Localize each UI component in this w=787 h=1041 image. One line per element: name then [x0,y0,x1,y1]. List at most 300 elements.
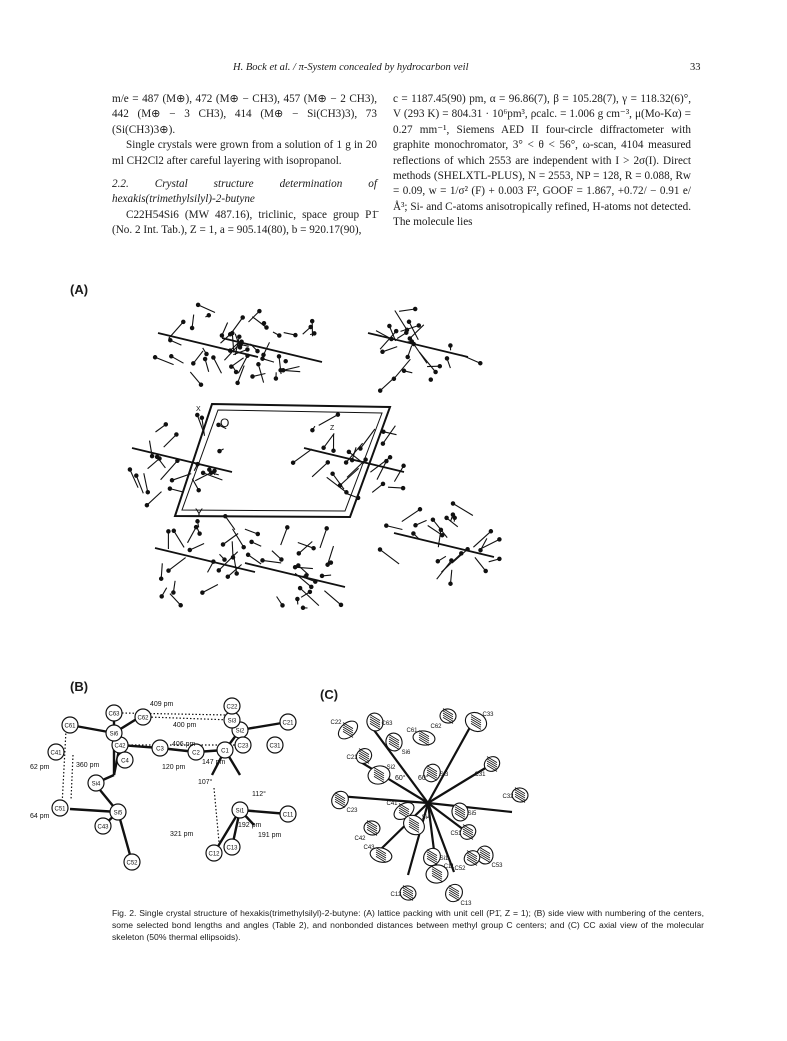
molecule-atom [179,604,182,607]
ellipsoid-c22 [330,718,360,743]
molecule-atom [311,429,314,432]
molecule-atom [192,362,195,365]
molecule-atom [325,527,328,530]
ellipsoid-c13 [442,881,472,907]
molecule-bond [190,544,204,551]
molecule-atom [199,383,202,386]
molecule-atom [170,479,173,482]
molecule-atom [451,502,454,505]
atom-c51 [52,800,68,816]
molecule-atom [246,553,249,556]
molecule-bond [169,322,184,339]
molecule-atom [261,559,264,562]
ellipsoid-label: C21 [346,755,358,761]
molecule-atom [407,320,410,323]
atom-c62 [135,709,151,725]
molecule-atom [450,559,453,562]
atom-c43 [95,818,111,834]
molecule-atom [236,381,239,384]
molecule-atom [388,324,391,327]
molecule-atom [201,471,204,474]
molecule-bond [319,415,338,426]
molecule-atom [336,413,339,416]
molecule-bond [130,470,138,488]
ellipsoid-c21 [346,746,374,767]
molecule-atom [190,326,193,329]
ellipsoid-c61 [406,728,435,746]
molecule-atom [221,543,224,546]
molecule-atom [246,348,249,351]
atom-label: C1 [221,748,229,755]
molecule-atom [167,530,170,533]
molecule-atom [434,370,437,373]
molecule-bond [386,526,402,530]
molecule-atom [466,548,469,551]
molecule-atom [200,416,203,419]
panel-c-label: (C) [320,687,339,702]
atom-label: C2 [192,750,200,757]
molecule-bond [188,527,197,543]
panel-a-label: (A) [70,282,89,297]
molecule-bond [324,433,335,447]
ellipsoid-label: C41 [386,801,398,807]
molecule-atom [145,504,148,507]
molecule-atom [212,560,215,563]
atom-c23 [235,737,251,753]
angle-60-right: 60° [418,775,429,782]
molecule-atom [484,569,487,572]
caption-text: Fig. 2. Single crystal structure of hexakis(trimethylsilyl)-2-butyne: (A) lattice packing with unit cell (P1̄, Z = 1); (B) side view with numbering of the centers, some selected bond lengths and angles (Table 2), and nonbonded distances between methyl group C centers; and (C) CC axial view of the molecular skeleton (50% thermal ellipsoids). [112,908,704,943]
angle-107: 107° [198,779,213,786]
atom-label: C4 [121,758,129,765]
molecule-atom [196,462,199,465]
molecule-atom [198,532,201,535]
molecule-atom [301,606,304,609]
ellipsoid-c23 [328,788,358,814]
molecule-atom [241,316,244,319]
molecule-atom [429,378,432,381]
ellipsoid-label: Si6 [401,750,411,756]
atom-c11 [280,806,296,822]
molecule-atom [168,487,171,490]
molecule-atom [298,586,301,589]
ellipsoid-c62 [430,708,456,730]
molecule-bond [402,509,420,521]
molecule-atom [453,516,456,519]
molecule-atom [256,532,259,535]
molecule-atom [382,430,385,433]
molecule-atom [172,529,175,532]
ellipsoid-label: C32 [502,794,514,800]
molecule-atom [235,572,238,575]
atom-label: C61 [64,723,76,730]
molecule-atom [277,355,280,358]
molecule-atom [146,491,149,494]
molecule-atom [418,508,421,511]
dist-120: 120 pm [162,764,186,771]
molecule-atom [128,468,131,471]
molecule-atom [412,532,415,535]
atom-label: C11 [282,812,294,819]
ellipsoid-c42 [354,819,381,842]
molecule-atom [498,557,501,560]
molecule-bond [437,561,452,580]
molecule-bond [401,326,419,332]
ellipsoid-label: C33 [482,712,494,718]
molecule-bond [395,311,407,330]
molecule-atom [158,457,161,460]
molecule-atom [310,585,313,588]
atom-label: C63 [108,711,120,718]
molecule-atom [385,524,388,527]
molecule-atom [322,446,325,449]
molecule-atom [231,331,234,334]
molecule-bond [198,305,215,313]
molecule-bond [161,563,162,578]
molecule-bond [232,541,233,557]
molecule-atom [395,329,398,332]
molecule-atom [489,530,492,533]
molecule-bond [312,462,328,476]
molecule-atom [218,449,221,452]
molecule-atom [229,349,232,352]
molecule-bond [380,378,394,391]
ellipsoid-label: Si5 [467,811,477,817]
molecule-atom [280,558,283,561]
dist-147: 147 pm [202,759,226,766]
molecule-atom [388,456,391,459]
molecule-atom [256,349,259,352]
molecule-bond [144,473,148,492]
ellipsoid-label: C31 [474,772,486,778]
ellipsoid-label: C42 [354,836,366,842]
ellipsoid-label: C51 [450,831,462,837]
molecule-bond [453,504,473,516]
molecule-atom [194,525,197,528]
molecule-atom [402,464,405,467]
atom-c4 [117,752,133,768]
molecule-atom [242,546,245,549]
molecule-atom [262,353,265,356]
molecule-atom [414,307,417,310]
atom-label: Si5 [113,810,123,817]
panel-b-label: (B) [70,679,89,694]
molecule-atom [347,450,350,453]
molecule-atom [286,526,289,529]
molecule-atom [479,549,482,552]
molecule-atom [405,331,408,334]
ellipsoid-c12 [390,884,417,902]
molecule-atom [261,357,264,360]
molecule-atom [164,423,167,426]
molecule-bond [333,474,344,490]
molecule-atom [479,362,482,365]
molecule-axis [132,448,232,472]
molecule-bond [419,352,435,372]
molecule-bond [169,558,186,571]
molecule-atom [160,595,163,598]
molecule-atom [438,365,441,368]
molecule-bond [383,426,396,444]
molecule-atom [291,461,294,464]
molecule-atom [213,469,216,472]
molecule-bond [190,372,201,385]
molecule-bond [281,527,288,545]
ellipsoid-c43 [363,845,393,864]
molecule-bond [150,441,153,457]
molecule-atom [339,603,342,606]
mass-spec-line: m/e = 487 (M⊕), 472 (M⊕ − CH3), 457 (M⊕ − 2 CH3), 442 (M⊕ − 3 CH3), 414 (M⊕ − Si(CH3)3), 73 (Si(CH3)3⊕). [112,93,377,136]
molecule-atom [207,314,210,317]
atom-c3 [152,740,168,756]
molecule-atom [251,375,254,378]
molecule-atom [498,538,501,541]
ellipsoid-label: Si4 [421,815,431,821]
ellipsoid-label: C43 [363,845,375,851]
molecule-bond [161,461,178,480]
molecule-atom [313,332,316,335]
atom-c52 [124,854,140,870]
figure-caption [112,907,704,944]
molecule-atom [223,558,226,561]
molecule-atom [378,548,381,551]
molecule-atom [356,496,359,499]
molecule-atom [294,333,297,336]
molecule-bond [475,557,486,571]
atom-label: Si1 [235,808,245,815]
molecule-atom [402,369,405,372]
atom-label: Si4 [91,781,101,788]
molecule-atom [197,489,200,492]
ellipsoid-label: C22 [330,720,342,726]
dist-62: 62 pm [30,764,50,771]
molecule-atom [201,591,204,594]
dist-360: 360 pm [76,762,100,769]
molecule-atom [345,491,348,494]
dist-400: 400 pm [173,722,197,729]
ellipsoid-label: C61 [406,728,418,734]
molecule-atom [312,547,315,550]
molecule-atom [364,458,367,461]
ellipsoid-label: C12 [390,892,402,898]
molecule-bond [380,550,399,564]
molecule-bond [283,367,299,371]
molecule-bond [223,534,238,545]
molecule-bond [233,529,244,547]
molecule-atom [410,340,413,343]
molecule-atom [320,574,323,577]
axis-labels [195,406,335,520]
molecule-atom [196,413,199,416]
molecule-atom [230,365,233,368]
section-heading: 2.2. Crystal structure determination of hexakis(trimethylsilyl)-2-butyne [112,178,377,206]
dist-409: 409 pm [150,701,174,708]
molecule-atom [258,309,261,312]
molecule-atom [234,370,237,373]
molecule-bond [248,555,261,564]
molecule-atom [224,515,227,518]
atom-label: C21 [282,720,294,727]
molecule-bond [202,585,218,593]
atom-label: C51 [54,806,66,813]
atom-label: C42 [114,743,126,750]
molecule-atom [379,389,382,392]
dist-64: 64 pm [30,813,50,820]
molecule-atom [311,319,314,322]
molecule-bond [394,359,411,379]
atom-c31 [267,737,283,753]
molecule-atom [262,322,265,325]
ellipsoid-label: C62 [430,724,442,730]
molecule-atom [265,326,268,329]
molecule-bond [170,594,181,606]
molecule-bond [293,449,312,463]
molecule-atom [278,334,281,337]
molecule-atom [226,575,229,578]
molecule-bond [383,347,398,352]
molecule-atom [350,458,353,461]
ellipsoid-label: C53 [491,863,503,869]
atom-label: Si6 [109,731,119,738]
molecule-bond [388,487,403,488]
molecule-axis [394,533,494,557]
molecule-atom [220,334,223,337]
molecule-atom [203,357,206,360]
molecule-bond [193,351,203,364]
atom-c21 [280,714,296,730]
molecule-atom [445,516,448,519]
molecule-atom [417,324,420,327]
molecule-atom [332,449,335,452]
atom-si4 [88,775,104,791]
molecule-atom [167,569,170,572]
molecule-atom [326,461,329,464]
molecule-atom [331,472,334,475]
molecule-bond [263,560,282,563]
dist-192: 192 pm [238,822,262,829]
molecule-atom [344,461,347,464]
molecule-bond [213,358,221,374]
molecule-atom [284,360,287,363]
ellipsoid-c32 [502,787,529,804]
origin-label: O [220,416,230,430]
molecule-bond [452,549,468,563]
molecule-atom [406,355,409,358]
dist-191: 191 pm [258,832,282,839]
molecule-atom [170,355,173,358]
atom-label: C52 [126,860,138,867]
molecule-atom [445,357,448,360]
molecule-bond [148,459,160,469]
dist-406: 406 pm [172,741,196,748]
molecule-atom [359,447,362,450]
molecule-bond [320,528,327,548]
atom-label: C3 [156,746,164,753]
atom-label: C12 [208,851,220,858]
axis-x-label: X [196,406,201,413]
molecule-atom [314,580,317,583]
molecule-atom [431,518,434,521]
atom-c41 [48,744,64,760]
molecule-bond [136,476,143,494]
atom-label: C62 [137,715,149,722]
atom-label: C41 [50,750,62,757]
ellipsoid-label: C23 [346,808,358,814]
molecule-bond [461,355,480,363]
atom-label: C13 [226,845,238,852]
molecule-atom [297,564,300,567]
molecule-bond [174,531,184,548]
molecule-atom [385,459,388,462]
molecule-atom [381,350,384,353]
molecule-atom [381,442,384,445]
ellipsoid-label: C52 [454,866,466,872]
molecule-bond [258,364,263,382]
atom-si1 [232,802,248,818]
ellipsoid-c31 [474,754,502,778]
ellipsoid-label: Si3 [439,772,449,778]
molecule-atom [182,320,185,323]
molecule-bond [399,309,415,311]
molecule-atom [297,552,300,555]
molecule-atom [282,369,285,372]
molecule-axis [155,548,255,572]
molecule-atom [196,303,199,306]
molecule-atom [381,482,384,485]
ellipsoid-c11 [425,864,455,885]
atom-si6 [106,725,122,741]
atom-label: C43 [97,824,109,831]
atom-label: Si3 [227,718,237,725]
ellipsoid-label: Si1 [439,856,449,862]
page-number: 33 [690,62,701,73]
atom-c13 [224,839,240,855]
molecule-atom [169,339,172,342]
molecule-atom [296,597,299,600]
molecule-bond [232,333,234,353]
molecule-bond [295,573,311,587]
angle-112: 112° [252,791,266,798]
axis-z-label: Z [330,425,335,432]
molecule-atom [449,582,452,585]
molecule-atom [436,560,439,563]
molecule-atom [246,354,249,357]
atom-c22 [224,698,240,714]
atom-si5 [110,804,126,820]
molecule-atom [175,433,178,436]
atom-label: C31 [269,743,281,750]
molecule-atom [176,459,179,462]
ellipsoid-label: C63 [381,721,393,727]
molecule-bond [164,435,177,448]
right-column-text: c = 1187.45(90) pm, α = 96.86(7), β = 105.28(7), γ = 118.32(6)°, V (293 K) = 804.31 · 10⁶pm³, ρcalc. = 1.006 g cm⁻³, μ(Mo-Kα) = 0.27 mm⁻¹, Siemens AED II four-circle diffractometer with graphite monochromator, 3° < θ < 56°, ω-scan, 4104 measured reflections of which 2553 are independent with I > 2σ(I). Direct methods (SHELXTL-PLUS), N = 2553, NP = 128, R = 0.088, Rw = 0.09, w = 1/σ² (F) + 0.003 F², GOOF = 1.867, +0.72/ − 0.91 e/Å³; Si- and C-atoms anisotropically refined, H-atoms not detected. The molecule lies [393,93,691,229]
molecule-atom [250,540,253,543]
molecule-atom [212,356,215,359]
molecule-atom [172,591,175,594]
axis-y-label: Y [195,506,204,520]
molecule-atom [153,356,156,359]
molecule-atom [150,454,153,457]
molecule-bond [324,591,341,605]
molecule-atom [257,363,260,366]
angle-60-left: 60° [395,775,406,782]
molecule-atom [274,377,277,380]
running-head: H. Bock et al. / π-System concealed by hydrocarbon veil [233,62,469,73]
molecule-atom [449,344,452,347]
ellipsoid-label: C11 [443,864,455,870]
molecule-bond [231,358,243,367]
ellipsoid-si5 [450,802,477,823]
